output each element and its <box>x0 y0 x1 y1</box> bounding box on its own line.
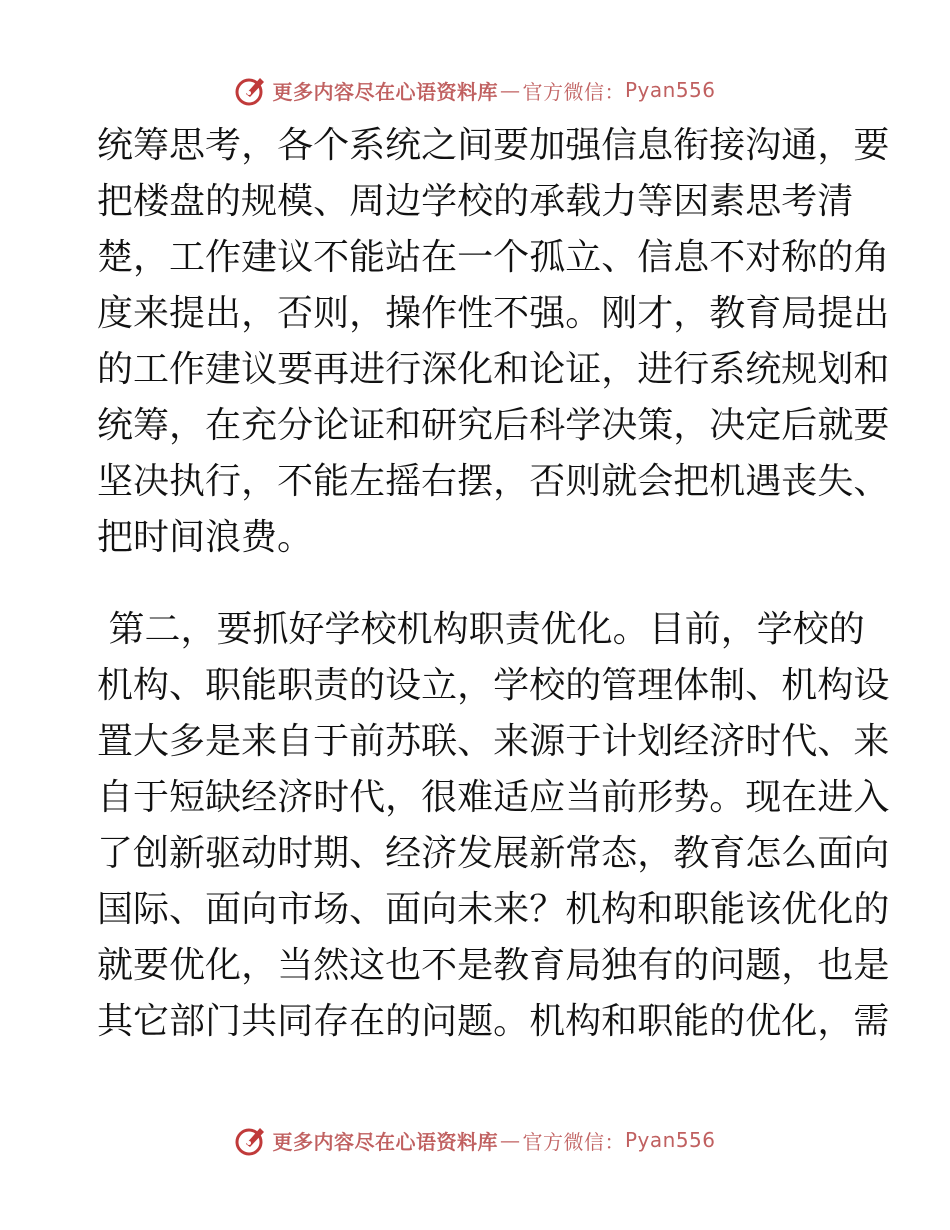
text-line: 机 构 、 职 能 职 责 的 设 立 ， 学 校 的 管 理 体 制 、 机 构 设 <box>97 665 890 706</box>
text-line: 了 创 新 驱 动 时 期 、 经 济 发 展 新 常 态 ， 教 育 怎 么 面 向 <box>97 833 890 874</box>
text-line: 把时间浪费。 <box>97 517 314 558</box>
text-line: 的 工 作 建 议 要 再 进 行 深 化 和 论 证 ， 进 行 系 统 规 划 和 <box>97 349 890 390</box>
paragraph-2 <box>97 602 890 1050</box>
text-line: 第 二 ， 要 抓 好 学 校 机 构 职 责 优 化 。 目 前 ， 学 校 的 <box>108 609 865 650</box>
text-line: 统 筹 ， 在 充 分 论 证 和 研 究 后 科 学 决 策 ， 决 定 后 就 要 <box>97 405 890 446</box>
text-line: 置 大 多 是 来 自 于 前 苏 联 、 来 源 于 计 划 经 济 时 代 、 来 <box>97 721 890 762</box>
watermark-separator: — <box>499 78 521 102</box>
text-line: 把 楼 盘 的 规 模 、 周 边 学 校 的 承 载 力 等 因 素 思 考 清 <box>97 181 854 222</box>
text-line: 自 于 短 缺 经 济 时 代 ， 很 难 适 应 当 前 形 势 。 现 在 进 入 <box>97 777 890 818</box>
watermark-label: 官方微信： <box>522 79 625 104</box>
text-line: 度 来 提 出 ， 否 则 ， 操 作 性 不 强 。 刚 才 ， 教 育 局 提 出 <box>97 293 890 334</box>
watermark-account: Pyan556 <box>624 78 716 102</box>
watermark-account: Pyan556 <box>624 1128 716 1152</box>
watermark-brand: 更多内容尽在心语资料库 <box>272 79 498 104</box>
text-line: 楚 ， 工 作 建 议 不 能 站 在 一 个 孤 立 、 信 息 不 对 称 的 角 <box>97 237 890 278</box>
text-line: 其 它 部 门 共 同 存 在 的 问 题 。 机 构 和 职 能 的 优 化 ， 需 <box>97 1001 890 1042</box>
text-line: 统 筹 思 考 ， 各 个 系 统 之 间 要 加 强 信 息 衔 接 沟 通 ， 要 <box>97 125 890 166</box>
watermark-label: 官方微信： <box>522 1129 625 1154</box>
pen-nib-circle-icon <box>234 1123 268 1157</box>
pen-nib-circle-icon <box>234 73 268 107</box>
text-line: 国 际 、 面 向 市 场 、 面 向 未 来 ？ 机 构 和 职 能 该 优 化 的 <box>97 889 890 930</box>
footer-watermark <box>0 1120 950 1160</box>
header-watermark <box>0 70 950 110</box>
paragraph-1 <box>97 118 890 566</box>
text-line: 坚 决 执 行 ， 不 能 左 摇 右 摆 ， 否 则 就 会 把 机 遇 丧 失 、 <box>97 461 890 502</box>
text-line: 就 要 优 化 ， 当 然 这 也 不 是 教 育 局 独 有 的 问 题 ， 也 是 <box>97 945 890 986</box>
watermark-brand: 更多内容尽在心语资料库 <box>272 1129 498 1154</box>
watermark-separator: — <box>499 1128 521 1152</box>
